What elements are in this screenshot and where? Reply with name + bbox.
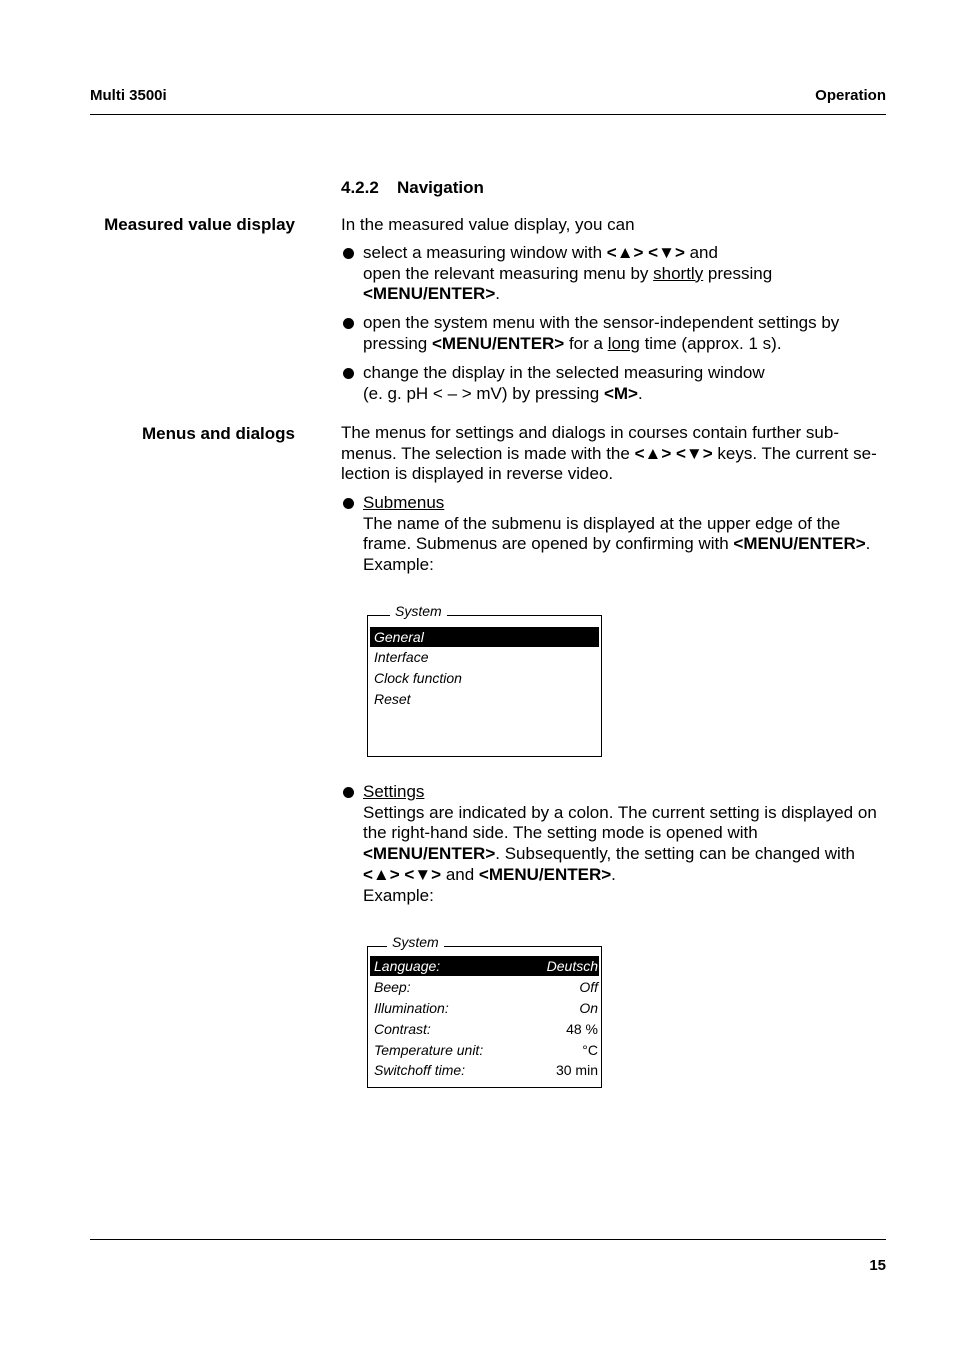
lcd-setting-row: Language: Deutsch	[370, 956, 599, 976]
measured-bullet-1: select a measuring window with <▲> <▼> and open the relevant measuring menu by shortly pressing <MENU/ENTER>.	[363, 243, 773, 304]
header-rule	[90, 114, 886, 115]
lcd-menu-item: Interface	[374, 649, 429, 665]
lcd-menu-item: Reset	[374, 691, 411, 707]
measured-bullet-3: change the display in the selected measuring window (e. g. pH < – > mV) by pressing <M>.	[363, 363, 765, 403]
page-number: 15	[869, 1257, 886, 1274]
bullet-dot	[343, 318, 354, 329]
lcd-submenu-example	[367, 603, 602, 757]
measured-bullet-2: open the system menu with the sensor-independent settings by pressing <MENU/ENTER> for a long time (approx. 1 s).	[363, 313, 840, 353]
lcd-setting-row: Contrast: 48 %	[374, 1021, 598, 1037]
bullet-dot	[343, 787, 354, 798]
section-number: 4.2.2	[341, 178, 379, 197]
measured-intro: In the measured value display, you can	[341, 215, 635, 234]
header-product: Multi 3500i	[90, 87, 167, 104]
section-title: Navigation	[397, 178, 484, 197]
settings-bullet: Settings Settings are indicated by a colon. The current setting is displayed on the right-hand side. The setting mode is opened with <MENU/ENTER>. Subsequently, the setting can be changed with <▲> <▼> and <MENU/ENTER>. Example:	[363, 782, 877, 905]
bullet-dot	[343, 248, 354, 259]
lcd-setting-row: Illumination: On	[374, 1000, 598, 1016]
header-chapter: Operation	[815, 87, 886, 104]
menus-paragraph: The menus for settings and dialogs in courses contain further sub- menus. The selection is made with the <▲> <▼> keys. The current se- lection is displayed in reverse video.	[341, 423, 877, 484]
lcd-setting-row: Temperature unit: °C	[374, 1042, 598, 1058]
side-label-menus: Menus and dialogs	[141, 424, 295, 443]
lcd-settings-example	[367, 934, 602, 1088]
side-label-measured: Measured value display	[104, 215, 295, 234]
lcd-title: System	[387, 934, 444, 950]
bullet-dot	[343, 498, 354, 509]
bullet-dot	[343, 368, 354, 379]
lcd-setting-row: Beep: Off	[374, 979, 598, 995]
footer-rule	[90, 1239, 886, 1240]
lcd-setting-row: Switchoff time: 30 min	[374, 1062, 598, 1078]
lcd-menu-item: General	[370, 627, 599, 647]
lcd-title: System	[390, 603, 447, 619]
lcd-menu-item: Clock function	[374, 670, 462, 686]
submenus-bullet: Submenus The name of the submenu is displayed at the upper edge of the frame. Submenus are opened by confirming with <MENU/ENTER>. Example:	[363, 493, 871, 575]
